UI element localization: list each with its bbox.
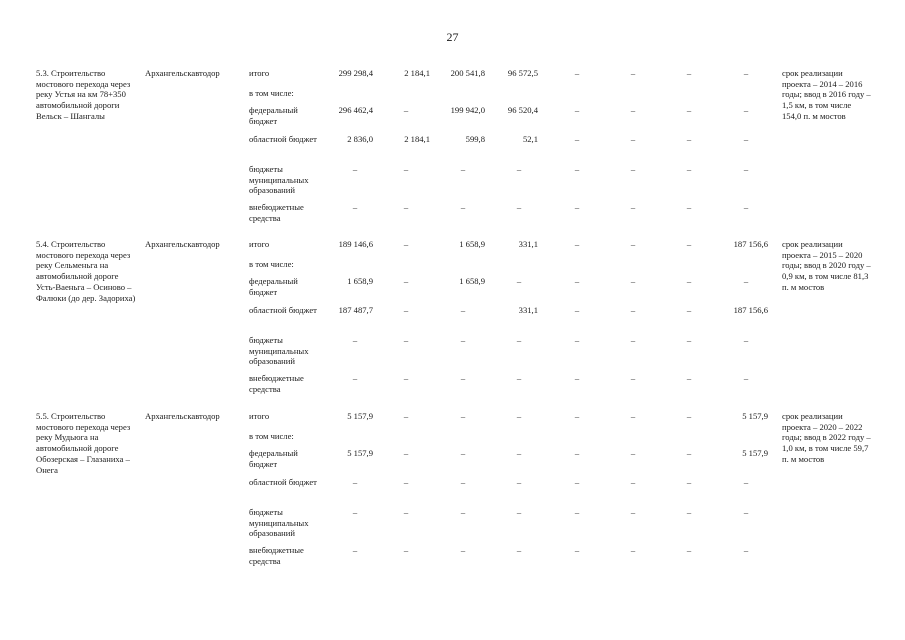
funding-value: –	[516, 411, 522, 421]
funding-value: –	[574, 305, 580, 315]
funding-value: 52,1	[522, 134, 538, 144]
funding-value: –	[686, 411, 692, 421]
funding-value: –	[574, 335, 580, 345]
project-executor: Архангельскавтодор	[145, 239, 220, 249]
funding-value: –	[743, 335, 749, 345]
funding-value: –	[574, 411, 580, 421]
funding-value: –	[460, 411, 466, 421]
funding-value: 299 298,4	[338, 68, 373, 78]
funding-value: 5 157,9	[347, 448, 373, 458]
funding-value: –	[686, 239, 692, 249]
funding-value: –	[686, 276, 692, 286]
funding-value: 1 658,9	[459, 276, 485, 286]
funding-source: бюджеты муниципальных образований	[249, 164, 309, 196]
funding-value: –	[403, 105, 409, 115]
project-title: 5.4. Строительство мостового перехода через реку Сельменьга на автомобильной дороге Усть-Ваеньга – Осиново – Фалюки (до дер. Задориха)	[36, 239, 136, 303]
funding-source: итого	[249, 239, 270, 249]
funding-value: –	[460, 335, 466, 345]
funding-value: –	[743, 134, 749, 144]
funding-source: внебюджетные средства	[249, 545, 304, 566]
funding-value: –	[630, 448, 636, 458]
funding-value: –	[686, 335, 692, 345]
funding-value: –	[574, 202, 580, 212]
funding-value: –	[403, 477, 409, 487]
funding-value: 200 541,8	[450, 68, 485, 78]
funding-value: –	[574, 477, 580, 487]
funding-value: –	[403, 545, 409, 555]
funding-source: внебюджетные средства	[249, 373, 304, 394]
funding-value: 187 487,7	[338, 305, 373, 315]
funding-value: –	[460, 545, 466, 555]
funding-value: 296 462,4	[338, 105, 373, 115]
project-title: 5.3. Строительство мостового перехода через реку Устья на км 78+350 автомобильной дороги Вельск – Шангалы	[36, 68, 131, 121]
funding-value: –	[516, 335, 522, 345]
funding-value: –	[403, 448, 409, 458]
funding-source: итого	[249, 411, 270, 421]
funding-value: –	[743, 164, 749, 174]
funding-value: –	[403, 335, 409, 345]
funding-value: –	[630, 411, 636, 421]
funding-value: 96 520,4	[507, 105, 538, 115]
project-executor: Архангельскавтодор	[145, 68, 220, 78]
funding-value: –	[630, 373, 636, 383]
funding-value: –	[630, 202, 636, 212]
funding-value: –	[686, 448, 692, 458]
funding-value: –	[574, 545, 580, 555]
funding-value: –	[460, 164, 466, 174]
funding-value: –	[403, 305, 409, 315]
funding-value: 199 942,0	[450, 105, 485, 115]
funding-value: 1 658,9	[459, 239, 485, 249]
funding-value: –	[686, 105, 692, 115]
funding-source: областной бюджет	[249, 134, 317, 144]
funding-value: –	[352, 202, 358, 212]
project-note: срок реализации проекта – 2020 – 2022 годы; ввод в 2022 году – 1,0 км, в том числе 59,7 п. м мостов	[782, 411, 871, 464]
funding-value: 331,1	[518, 305, 538, 315]
funding-source: федеральный бюджет	[249, 105, 298, 126]
funding-value: –	[630, 545, 636, 555]
funding-value: –	[630, 68, 636, 78]
funding-value: –	[403, 411, 409, 421]
funding-source: федеральный бюджет	[249, 276, 298, 297]
funding-source: бюджеты муниципальных образований	[249, 335, 309, 367]
funding-value: –	[352, 545, 358, 555]
funding-value: –	[743, 545, 749, 555]
funding-value: –	[574, 507, 580, 517]
funding-value: –	[460, 477, 466, 487]
funding-value: –	[630, 335, 636, 345]
funding-value: –	[630, 507, 636, 517]
project-note: срок реализации проекта – 2015 – 2020 годы; ввод в 2020 году – 0,9 км, в том числе 81,3 п. м мостов	[782, 239, 871, 292]
funding-value: –	[403, 164, 409, 174]
funding-value: –	[460, 448, 466, 458]
funding-value: –	[686, 164, 692, 174]
funding-value: 187 156,6	[733, 239, 768, 249]
funding-value: 5 157,9	[742, 448, 768, 458]
funding-value: –	[460, 507, 466, 517]
funding-value: –	[516, 164, 522, 174]
funding-value: –	[743, 373, 749, 383]
funding-value: –	[630, 276, 636, 286]
funding-value: –	[403, 202, 409, 212]
project-executor: Архангельскавтодор	[145, 411, 220, 421]
funding-value: –	[686, 477, 692, 487]
funding-value: 5 157,9	[347, 411, 373, 421]
funding-source: итого	[249, 68, 270, 78]
funding-value: –	[574, 448, 580, 458]
funding-value: –	[574, 68, 580, 78]
funding-value: –	[574, 373, 580, 383]
funding-value: 187 156,6	[733, 305, 768, 315]
funding-value: –	[686, 202, 692, 212]
funding-value: –	[743, 105, 749, 115]
funding-value: 2 184,1	[404, 68, 430, 78]
funding-source: бюджеты муниципальных образований	[249, 507, 309, 539]
funding-value: –	[460, 305, 466, 315]
funding-value: –	[516, 545, 522, 555]
funding-value: –	[630, 164, 636, 174]
funding-value: –	[686, 545, 692, 555]
funding-source: в том числе:	[249, 259, 294, 269]
funding-value: –	[630, 105, 636, 115]
funding-value: 96 572,5	[507, 68, 538, 78]
funding-value: –	[403, 276, 409, 286]
funding-value: –	[352, 477, 358, 487]
funding-value: –	[630, 239, 636, 249]
funding-value: –	[686, 134, 692, 144]
funding-value: –	[574, 134, 580, 144]
funding-value: –	[686, 68, 692, 78]
funding-value: 1 658,9	[347, 276, 373, 286]
funding-value: 2 836,0	[347, 134, 373, 144]
funding-value: –	[352, 164, 358, 174]
funding-value: –	[352, 507, 358, 517]
funding-source: областной бюджет	[249, 305, 317, 315]
funding-source: областной бюджет	[249, 477, 317, 487]
funding-source: федеральный бюджет	[249, 448, 298, 469]
project-note: срок реализации проекта – 2014 – 2016 годы; ввод в 2016 году – 1,5 км, в том числе 154,0 п. м мостов	[782, 68, 871, 121]
funding-value: –	[460, 202, 466, 212]
funding-value: –	[403, 239, 409, 249]
funding-value: –	[516, 373, 522, 383]
funding-value: –	[743, 68, 749, 78]
funding-value: –	[743, 507, 749, 517]
funding-source: в том числе:	[249, 88, 294, 98]
funding-value: –	[574, 276, 580, 286]
funding-value: –	[743, 477, 749, 487]
funding-value: –	[403, 373, 409, 383]
funding-value: –	[516, 507, 522, 517]
funding-value: –	[630, 134, 636, 144]
funding-source: в том числе:	[249, 431, 294, 441]
funding-value: –	[743, 276, 749, 286]
funding-value: –	[686, 373, 692, 383]
funding-source: внебюджетные средства	[249, 202, 304, 223]
funding-value: –	[743, 202, 749, 212]
funding-value: –	[574, 239, 580, 249]
funding-value: 331,1	[518, 239, 538, 249]
funding-value: –	[686, 305, 692, 315]
funding-value: –	[630, 477, 636, 487]
funding-value: 5 157,9	[742, 411, 768, 421]
funding-value: 599,8	[465, 134, 485, 144]
funding-value: –	[352, 373, 358, 383]
funding-value: –	[686, 507, 692, 517]
page-number: 27	[446, 30, 459, 44]
funding-value: –	[516, 448, 522, 458]
funding-value: 189 146,6	[338, 239, 373, 249]
project-title: 5.5. Строительство мостового перехода через реку Мудьюга на автомобильной дороге Обозерская – Глазаниха – Онега	[36, 411, 131, 475]
funding-value: –	[574, 164, 580, 174]
funding-value: 2 184,1	[404, 134, 430, 144]
funding-value: –	[516, 202, 522, 212]
funding-value: –	[460, 373, 466, 383]
funding-value: –	[403, 507, 409, 517]
funding-value: –	[630, 305, 636, 315]
funding-value: –	[352, 335, 358, 345]
funding-value: –	[516, 477, 522, 487]
funding-value: –	[574, 105, 580, 115]
funding-value: –	[516, 276, 522, 286]
